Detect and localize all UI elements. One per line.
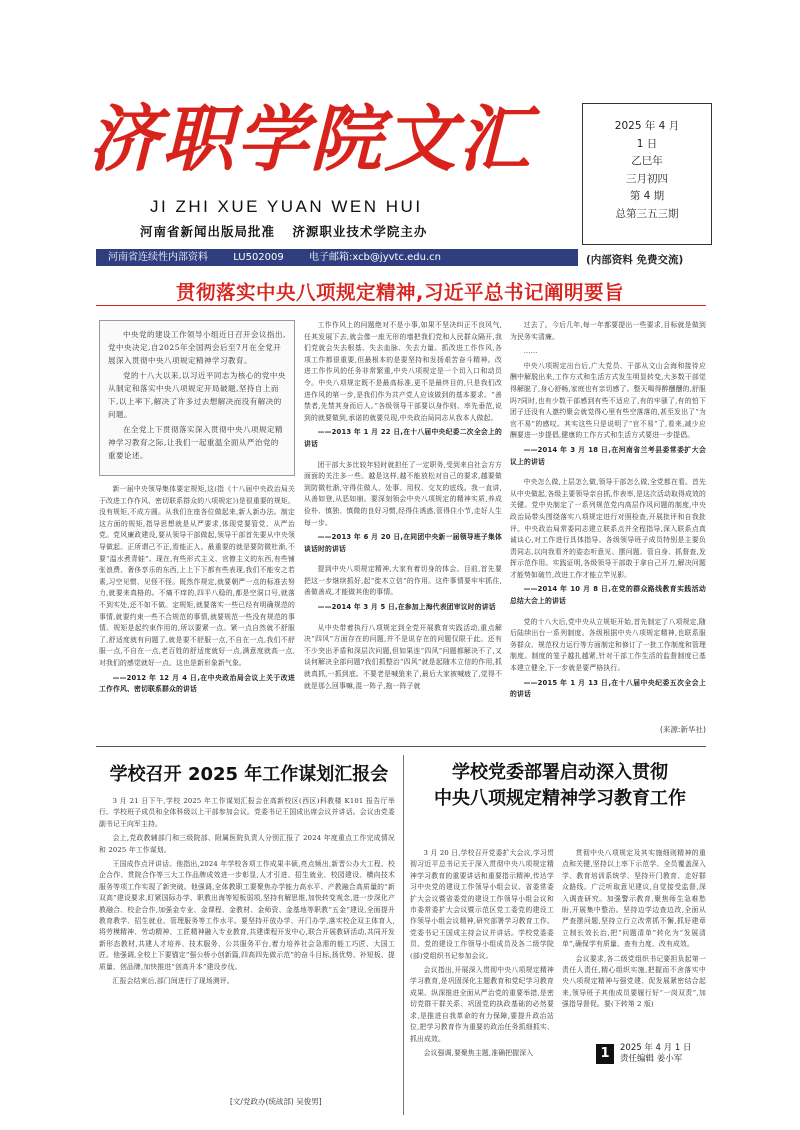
issue-date-line: 2025 年 4 月 <box>614 120 680 132</box>
masthead-approval-line <box>140 222 439 240</box>
article-column-1 <box>99 484 295 734</box>
license-number: LU502009 <box>233 252 284 263</box>
article-title-party-education <box>410 760 710 812</box>
article-byline: [文/党政办(统战部) 吴俊男] <box>230 1097 322 1106</box>
speech-reference: ——2013 年 1 月 22 日,在十八届中央纪委二次全会上的讲话 <box>304 428 502 448</box>
speech-reference: ——2014 年 3 月 5 日,在参加上海代表团审议时的讲话 <box>317 603 496 612</box>
article-column-3 <box>510 320 706 715</box>
speech-reference: ——2014 年 3 月 18 日,在河南省兰考县委常委扩大会议上的讲话 <box>510 445 706 466</box>
body-paragraph: 提到中央八项规定精神,大家有着切身的体会。目前,首先要把这一步继续抓好,起“徙木立信”的作用。这件事情要牢牢抓住,善做善成,才能做其他的事情。 <box>304 565 502 597</box>
body-paragraph: 贯彻中央八项规定及其实施细则精神的重点和关键,坚持以上率下示范学、全员覆盖深入学、教育培训系统学、坚持开门教育、走好群众路线。广泛听取意见建议,自觉接受监督,深入调查研究。加强警示教育,聚焦师生急难愁盼,开展集中整治。坚持边学边查边改,全面从严查摆问题,坚持立行立改常抓不懈,抓好建章立制长效长治,把“问题清单”转化为“发展清单”,确保学有质量、查有力度、改有成效。 <box>562 849 706 949</box>
article-body-work-planning <box>99 796 395 1112</box>
intro-paragraph: 党的十八大以来,以习近平同志为核心的党中央从制定和落实中央八项规定开局破题,坚持自上而下,以上率下,解决了许多过去想解决而没有解决的问题。 <box>108 371 286 419</box>
intro-paragraph: 在全党上下贯彻落实深入贯彻中央八项规定精神学习教育之际,让我们一起重温全面从严治党的重要论述。 <box>108 425 283 460</box>
publication-type: 河南省连续性内部资料 <box>108 252 208 263</box>
body-paragraph: 中央怎么做,上层怎么做,领导干部怎么做,全党都在看。首先从中央做起,各级主要领导亲自抓,作表率,是这次活动取得成效的关键。党中央制定了一系列规范党内高层作风问题的制度,中央政治局带头围绕落实八项规定进行对照检查,开展批评和自我批评。中央政治局常委同志建立联系点并全程指导,深入联系点真诚谈心,对工作进行具体指导。各级领导班子成员特别是主要负责同志,以向我看齐的姿态听意见、摆问题、管自身、抓督查,发挥示范作用。实践证明,各级领导干部敢于拿自己开刀,解决问题才能势如破竹,改进工作才能立竿见影。 <box>510 478 706 579</box>
confidential-note: (内部资料 免费交流) <box>586 254 684 266</box>
column-divider <box>403 755 404 1115</box>
speech-reference: ——2014 年 10 月 8 日,在党的群众路线教育实践活动总结大会上的讲话 <box>510 585 706 606</box>
body-paragraph: …… <box>523 347 538 356</box>
section-divider <box>96 746 706 747</box>
body-paragraph: 3 月 21 日下午,学校 2025 年工作谋划汇报会在高新校区(西区)科教楼 K101 报告厅举行。学校班子成员和全体科级以上干部参加会议。党委书记王国成出席会议并讲话。会议由党委副书记王向军主持。 <box>99 797 395 828</box>
issue-date-line: 总第三五三期 <box>615 207 679 220</box>
body-paragraph: 会议指出,开展深入贯彻中央八项规定精神学习教育,是巩固深化主题教育和党纪学习教育成果、纵深推进全面从严治党的重要举措,是密切党群干群关系、巩固党的执政基础的必然要求,是推进自我革命的有力保障,要提升政治站位,把学习教育作为重要的政治任务抓细抓实、抓出成效。 <box>410 966 554 1043</box>
article-body-party-education-left <box>410 848 554 1120</box>
title-line: 学校党委部署启动深入贯彻 <box>452 762 668 783</box>
article-body-party-education-right <box>562 848 706 1034</box>
body-paragraph: 新一届中央领导集体要定规矩,这(指《十八届中央政治局关于改进工作作风、密切联系群众的八项规定》)是很重要的规矩。没有规矩,不成方圆。从我们在座各位做起来,新人新办法。制定这方面的规矩,指导思想就是从严要求,体现党要管党、从严治党。党风廉政建设,要从领导干部做起,领导干部首先要从中央领导做起。正所谓己不正,焉能正人。最重要的就是要防微杜渐,不要“温水煮青蛙”。现在,有些形式主义、官僚主义的东西,有些铺张浪费、奢侈享乐的东西,上上下下都有些表现,我们不能安之若素,习空见惯、见怪不怪。既然作规定,就要朝严一点的标准去努力,就要来真格的。不痛不痒的,四平八稳的,都是空洞口号,就落不到实处,还不如不做。定规矩,就要落实一些已经有明确规范的事情,就要约束一些不合规范的事情,就要规范一些没有规范的事情。规矩是起约束作用的,所以要紧一点。紧一点自然就不舒服了,舒适度就有问题了,就是要不舒服一点,不自在一点,我们不舒服一点,不自在一点,老百姓的舒适度就好一点,满意度就高一点,对我们的感觉就好一点。这也是新形象新气象。 <box>99 485 295 667</box>
issue-date-line: 三月初四 <box>626 172 668 185</box>
source-credit: (来源:新华社) <box>660 725 706 734</box>
footer-editor: 责任编辑 姜小军 <box>620 1054 683 1064</box>
body-paragraph: 会上,党政教辅部门和三级院部、附属医院负责人分别汇报了 2024 年度重点工作完成情况和 2025 年工作谋划。 <box>99 834 395 854</box>
main-headline: 贯彻落实中央八项规定精神,习近平总书记阐明要旨 <box>176 281 624 304</box>
issue-date-line: 第 4 期 <box>629 190 665 202</box>
footer-date: 2025 年 4 月 1 日 <box>620 1043 692 1053</box>
issue-date-box <box>582 103 712 245</box>
article-column-2 <box>304 320 502 740</box>
masthead-pinyin: JI ZHI XUE YUAN WEN HUI <box>150 197 423 216</box>
body-paragraph: 3 月 20 日,学校召开党委扩大会议,学习贯彻习近平总书记关于深入贯彻中央八项规定精神学习教育的重要讲话和重要指示精神,传达学习中央党的建设工作领导小组会议、省委常委扩大会议暨省委党的建设工作领导小组会议和市委常委扩大会议暨示范区党工委党的建设工作领导小组会议精神,研究部署学习教育工作。党委书记王国成主持会议并讲话。学校党委委员、党的建设工作领导小组成员及各二级学院(部)党组织书记参加会议。 <box>410 849 554 960</box>
body-paragraph: 王国成作点评讲话。他指出,2024 年学校各项工作成果丰硕,亮点频出,新晋公办大工程、校企合作、贯院合作等三大工作品牌成效进一步彰显,人才引进、招生就业、校园建设、横向技术服务等项工作实现了新突破。他强调,全体教职工要聚焦办学能力高水平、产教融合高质量的“新双高”建设要求,盯紧国际办学、职教出海等短板弱项,坚持有解思维,加快转变观念,进一步深化产教融合、校企合作,加强金专业、金课程、金教材、金师资、金基地等职教“五金”建设,全面提升教育教学、招生就业、管理服务等工作水平。要坚持开放办学、开门办学,落实校企双主体育人,将劳模精神、劳动精神、工匠精神融入专业教育,共建课程开发中心,联合开展教研活动,共同开发新形态教材,共建人才培养、技术服务、公共服务平台,着力培养社会急需的能工巧匠、大国工匠。他强调,全校上下要锚定“强公桥小创新篇,四高四先做示范”的奋斗目标,扬优势、补短板、提质量、创品牌,加快推进“创高升本”建设步伐。 <box>99 860 395 971</box>
intro-box <box>99 320 295 476</box>
body-paragraph: 中央八项规定出台后,广大党员、干部从文山会海和接待应酬中解脱出来,工作方式和生活方式发生明显转变,大多数干部觉得解脱了,身心舒畅,家庭也有亲切感了。整天喝得醉醺醺的,舒服吗?同时,也有少数干部感到有些不适应了,有的牢骚了,有的怕下团子还没有人邀约聚会就觉得心里有些空落落的,甚至发出了“为官不易”的感叹。其实这些只是说明了“官不易”了,看来,减少应酬要进一步提倡,健康的工作方式和生活方式要进一步提倡。 <box>510 361 706 440</box>
publication-info-bar <box>96 249 578 266</box>
body-paragraph: 会议强调,要聚焦主题,准确把握深入 <box>423 1048 534 1057</box>
body-paragraph: 汇报会结束后,部门间进行了现场测评。 <box>112 977 234 986</box>
intro-paragraph: 中央党的建设工作领导小组近日召开会议指出,党中央决定,自2025年全国两会后至7月在全党开展深入贯彻中央八项规定精神学习教育。 <box>108 330 286 365</box>
masthead-title: 济职学院文汇 <box>88 96 533 181</box>
body-paragraph: 党的十八大后,党中央从立规矩开始,首先制定了八项规定,随后陆续出台一系列制度。各级根据中央八项规定精神,也联系服务群众、规范权力运行等方面制定和修订了一批工作制度和管理制度。制度的笼子越扎越紧,针对干部工作生活的监督制度已基本建立健全,下一步就是要严格执行。 <box>510 617 706 673</box>
issue-date-line: 乙巳年 <box>631 155 663 167</box>
sponsor-text: 济源职业技术学院主办 <box>292 224 428 239</box>
body-paragraph: 工作作风上的问题绝对不是小事,如果不坚决纠正不良风气,任其发展下去,就会像一座无形的墙把我们党和人民群众隔开,我们党就会失去根基、失去血脉、失去力量。抓改进工作作风,各项工作都很重要,但最根本的是要坚持和发扬艰苦奋斗精神。改进工作作风的任务非常繁重,中央八项规定是一个切入口和动员令。中央八项规定既不是最高标准,更不是最终目的,只是我们改进作风的第一步,是我们作为共产党人应该做到的基本要求。“善禁者,先禁其身而后人。”各级领导干部要以身作则、率先垂范,说到的就要做到,承诺的就要兑现,中央政治局同志从我本人做起。 <box>304 321 502 422</box>
approval-text: 河南省新闻出版局批准 <box>140 224 276 239</box>
body-paragraph: 从中央带着执行八项规定到全党开展教育实践活动,重点解决“四风”方面存在的问题,并不是说存在的问题仅限于此。还有不少突出矛盾和深层次问题,但如果连“四风”问题都解决不了,又谈何解决全部问题?我们抓整治“四风”就是起随木立信的作用,抓就真抓,一抓到底。不要老是喊狼来了,最后大家被喊疲了,觉得不就是那么回事嘛,混一阵子,拖一阵子就 <box>304 623 502 690</box>
speech-reference: ——2012 年 12 月 4 日,在中央政治局会议上关于改进工作作风、密切联系群众的讲话 <box>99 673 295 694</box>
speech-reference: ——2013 年 6 月 20 日,在同团中央新一届领导班子集体谈话时的讲话 <box>304 533 502 553</box>
footer-info <box>620 1043 691 1065</box>
body-paragraph: 团干部大多比较年轻时就担任了一定职务,受到来自社会方方面面的关注多一些。越是这样,越不能放松对自己的要求,越要做到防微杜渐,守得住做人、处事、用权、交友的底线。我一直讲,从善如登,从恶如崩。要深刻领会中央八项规定的精神实质,养成俭朴、慎独、慎微的良好习惯,经得住诱惑,管得住小节,走好人生每一步。 <box>304 460 502 527</box>
body-paragraph: 过去了。今后几年,每一年都要提出一些要求,目标就是做到为民务实清廉。 <box>510 321 706 341</box>
body-paragraph: 会议要求,各二级党组织书记要担负起第一责任人责任,精心组织实施,把握而不舍落实中央八项规定精神与强党建、促发展紧密结合起来,领导班子其他成员要履行好“一岗双责”,加强指导督促。要(下转第 2 版) <box>562 954 706 1009</box>
contact-email: 电子邮箱:xcb@jyvtc.edu.cn <box>308 252 441 263</box>
issue-date-line: 1 日 <box>636 137 658 150</box>
article-title-work-planning: 学校召开 2025 年工作谋划汇报会 <box>109 764 389 785</box>
speech-reference: ——2015 年 1 月 13 日,在十八届中央纪委五次全会上的讲话 <box>510 678 706 699</box>
title-line: 中央八项规定精神学习教育工作 <box>434 788 686 809</box>
headline-divider <box>96 305 706 306</box>
page-number-badge: 1 <box>596 1044 614 1064</box>
